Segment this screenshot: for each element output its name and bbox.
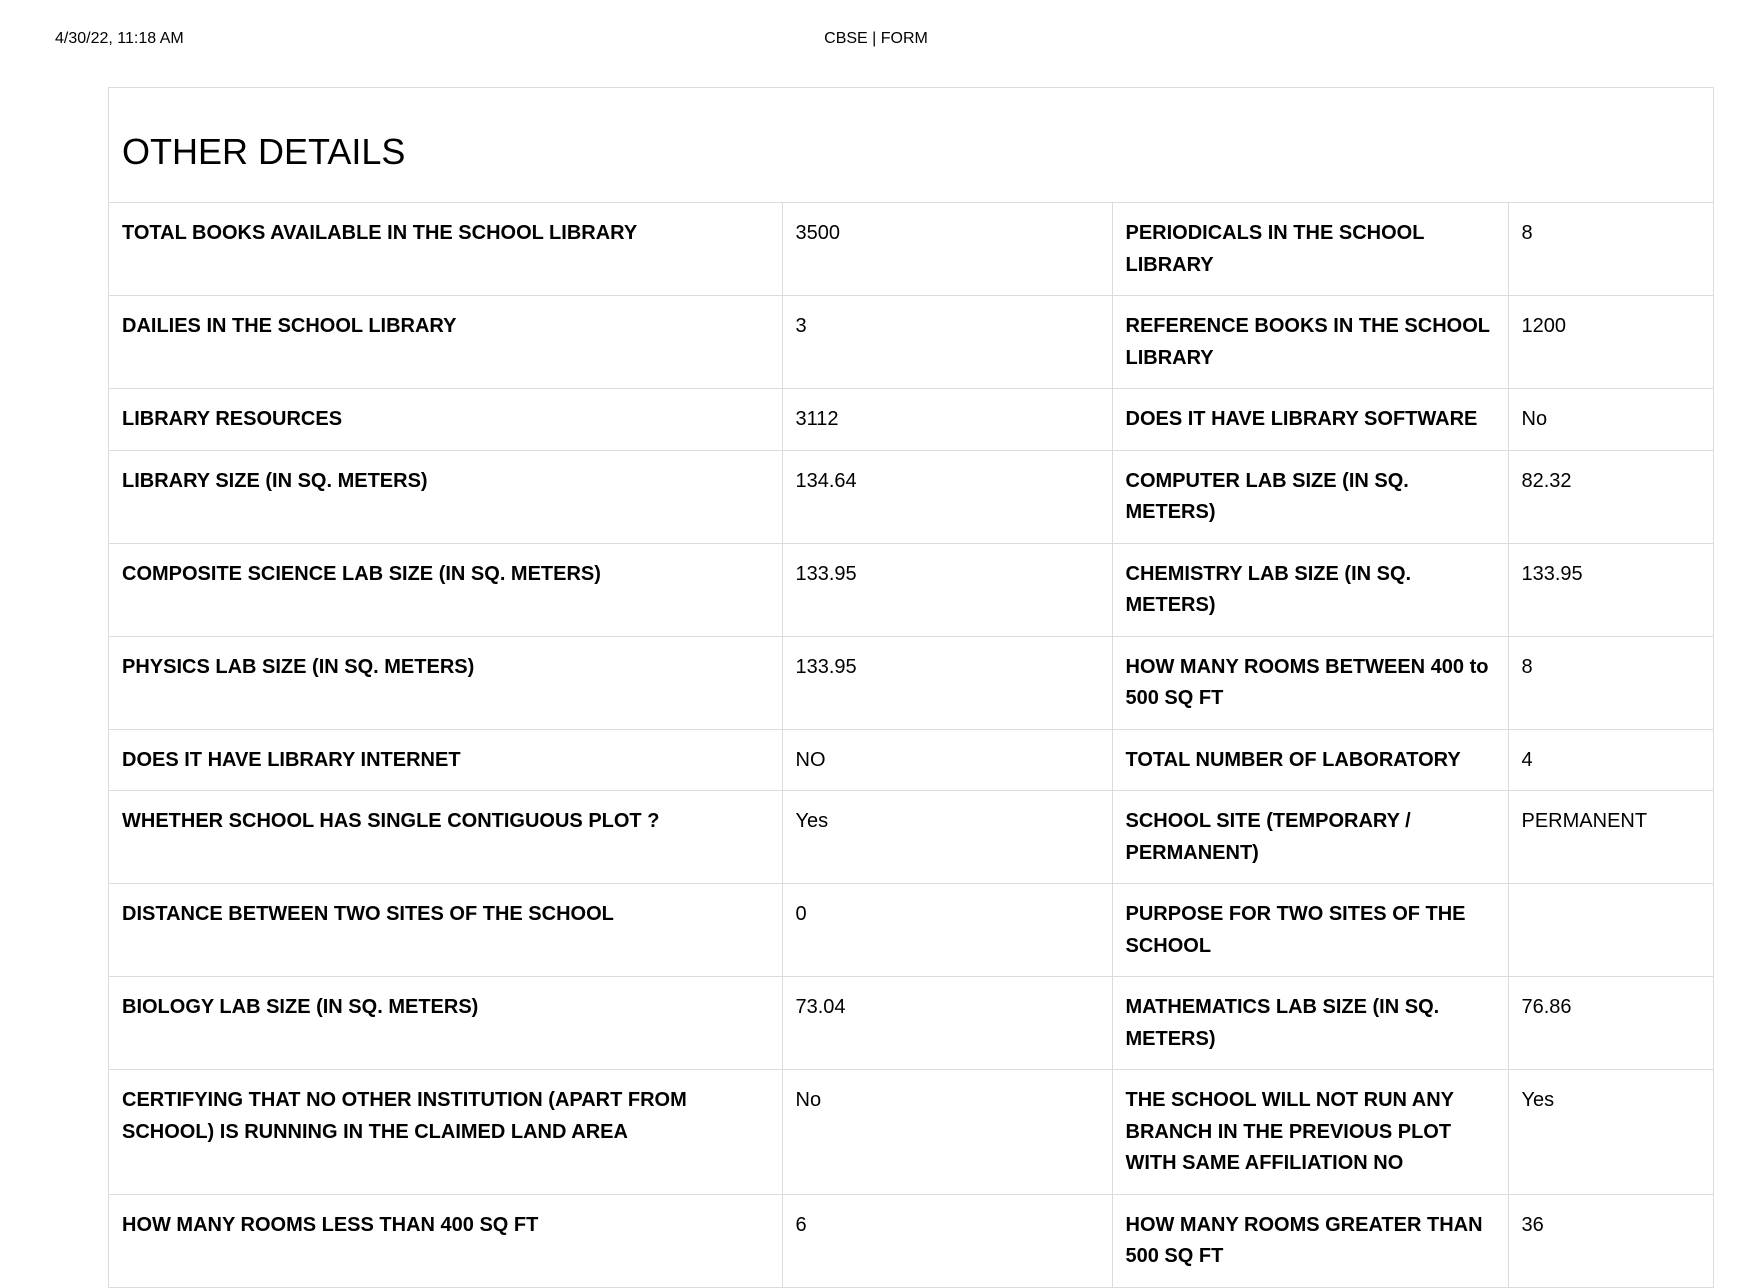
field-label: WHETHER SCHOOL HAS SINGLE CONTIGUOUS PLOT ? bbox=[109, 791, 782, 884]
field-label: DOES IT HAVE LIBRARY INTERNET bbox=[109, 729, 782, 791]
field-value: 36 bbox=[1521, 1213, 1544, 1236]
field-value: 3112 bbox=[782, 389, 1112, 451]
field-label: TOTAL NUMBER OF LABORATORY bbox=[1112, 729, 1508, 791]
field-label: LIBRARY RESOURCES bbox=[109, 389, 782, 451]
field-label: DOES IT HAVE LIBRARY SOFTWARE bbox=[1112, 389, 1508, 451]
field-label: PERIODICALS IN THE SCHOOL LIBRARY bbox=[1112, 203, 1508, 296]
print-title: CBSE | FORM bbox=[824, 30, 928, 47]
field-label: DISTANCE BETWEEN TWO SITES OF THE SCHOOL bbox=[109, 884, 782, 977]
field-label: PURPOSE FOR TWO SITES OF THE SCHOOL bbox=[1112, 884, 1508, 977]
field-label: HOW MANY ROOMS GREATER THAN 500 SQ FT bbox=[1112, 1194, 1508, 1287]
field-value: 8 bbox=[1508, 636, 1714, 729]
table-row bbox=[109, 1070, 1714, 1195]
table-row bbox=[109, 636, 1714, 729]
field-label: COMPUTER LAB SIZE (IN SQ. METERS) bbox=[1112, 450, 1508, 543]
field-value: 6 bbox=[782, 1194, 1112, 1287]
field-value: 1200 bbox=[1508, 296, 1714, 389]
details-table-body bbox=[109, 203, 1714, 1287]
field-value: 3 bbox=[782, 296, 1112, 389]
table-row bbox=[109, 389, 1714, 451]
field-value: 8 bbox=[1508, 203, 1714, 296]
field-label: CERTIFYING THAT NO OTHER INSTITUTION (APART FROM SCHOOL) IS RUNNING IN THE CLAIMED LAND AREA bbox=[109, 1070, 782, 1195]
field-value: PERMANENT bbox=[1508, 791, 1714, 884]
field-label: MATHEMATICS LAB SIZE (IN SQ. METERS) bbox=[1112, 977, 1508, 1070]
field-value: 134.64 bbox=[782, 450, 1112, 543]
print-date: 4/30/22, 11:18 AM bbox=[55, 30, 184, 47]
field-value: Yes bbox=[782, 791, 1112, 884]
field-label: COMPOSITE SCIENCE LAB SIZE (IN SQ. METERS) bbox=[109, 543, 782, 636]
field-value: 73.04 bbox=[782, 977, 1112, 1070]
field-label: LIBRARY SIZE (IN SQ. METERS) bbox=[109, 450, 782, 543]
table-row bbox=[109, 203, 1714, 296]
field-value: 133.95 bbox=[1508, 543, 1714, 636]
field-label: DAILIES IN THE SCHOOL LIBRARY bbox=[109, 296, 782, 389]
field-value: No bbox=[1508, 389, 1714, 451]
field-label: TOTAL BOOKS AVAILABLE IN THE SCHOOL LIBRARY bbox=[109, 203, 782, 296]
details-table bbox=[109, 203, 1714, 1287]
field-value: 133.95 bbox=[782, 543, 1112, 636]
field-value: 82.32 bbox=[1508, 450, 1714, 543]
field-value: 76.86 bbox=[1508, 977, 1714, 1070]
table-row bbox=[109, 450, 1714, 543]
field-value bbox=[1508, 884, 1714, 977]
field-value: No bbox=[782, 1070, 1112, 1195]
field-value: 0 bbox=[782, 884, 1112, 977]
field-label: HOW MANY ROOMS LESS THAN 400 SQ FT bbox=[109, 1194, 782, 1287]
section-title: OTHER DETAILS bbox=[109, 88, 1713, 203]
table-row bbox=[109, 1194, 1714, 1287]
table-row bbox=[109, 977, 1714, 1070]
field-value: NO bbox=[782, 729, 1112, 791]
table-row bbox=[109, 791, 1714, 884]
table-row bbox=[109, 296, 1714, 389]
other-details-panel bbox=[108, 87, 1714, 1288]
field-value: Yes bbox=[1508, 1070, 1714, 1195]
field-label: PHYSICS LAB SIZE (IN SQ. METERS) bbox=[109, 636, 782, 729]
table-row bbox=[109, 543, 1714, 636]
table-row bbox=[109, 884, 1714, 977]
field-label: HOW MANY ROOMS BETWEEN 400 to 500 SQ FT bbox=[1112, 636, 1508, 729]
field-label: BIOLOGY LAB SIZE (IN SQ. METERS) bbox=[109, 977, 782, 1070]
field-label: SCHOOL SITE (TEMPORARY / PERMANENT) bbox=[1112, 791, 1508, 884]
print-header bbox=[0, 30, 1752, 50]
field-value: 4 bbox=[1508, 729, 1714, 791]
field-value: 133.95 bbox=[782, 636, 1112, 729]
field-value: 3500 bbox=[782, 203, 1112, 296]
field-label: THE SCHOOL WILL NOT RUN ANY BRANCH IN THE PREVIOUS PLOT WITH SAME AFFILIATION NO bbox=[1112, 1070, 1508, 1195]
table-row bbox=[109, 729, 1714, 791]
field-label: REFERENCE BOOKS IN THE SCHOOL LIBRARY bbox=[1112, 296, 1508, 389]
field-label: CHEMISTRY LAB SIZE (IN SQ. METERS) bbox=[1112, 543, 1508, 636]
